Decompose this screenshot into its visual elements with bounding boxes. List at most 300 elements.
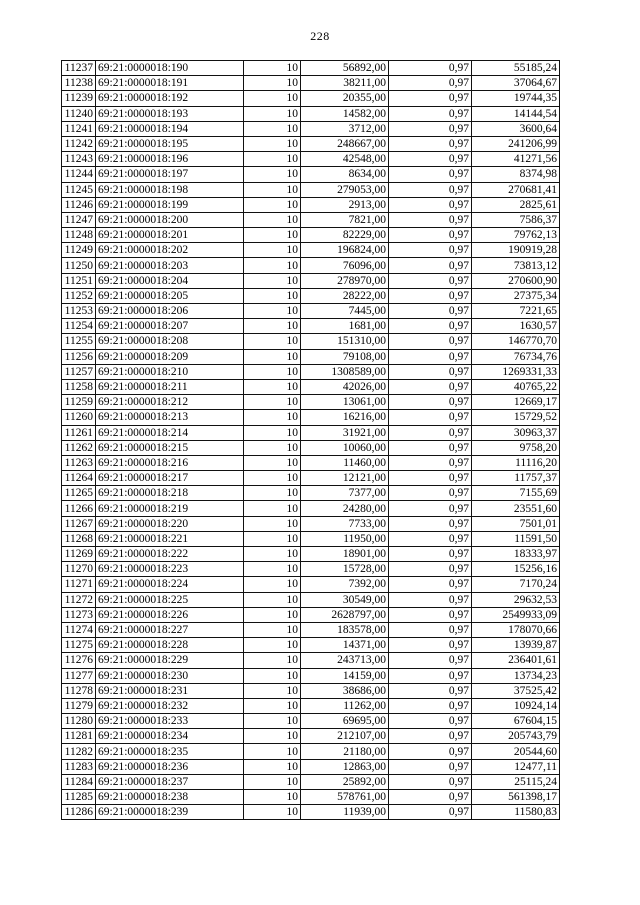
- row-number-cell: 11274: [62, 622, 96, 637]
- coefficient-cell: 0,97: [389, 790, 472, 805]
- row-number-cell: 11283: [62, 759, 96, 774]
- cadastral-number-cell: 69:21:0000018:234: [96, 729, 244, 744]
- area-cell: 56892,00: [301, 61, 389, 76]
- table-row: [62, 622, 560, 637]
- table-row: [62, 592, 560, 607]
- area-cell: 196824,00: [301, 243, 389, 258]
- percent-cell: 10: [244, 455, 301, 470]
- value-cell: 178070,66: [472, 622, 560, 637]
- cadastral-number-cell: 69:21:0000018:206: [96, 304, 244, 319]
- percent-cell: 10: [244, 547, 301, 562]
- area-cell: 38211,00: [301, 76, 389, 91]
- percent-cell: 10: [244, 349, 301, 364]
- percent-cell: 10: [244, 76, 301, 91]
- row-number-cell: 11241: [62, 121, 96, 136]
- row-number-cell: 11260: [62, 410, 96, 425]
- table-row: [62, 744, 560, 759]
- coefficient-cell: 0,97: [389, 212, 472, 227]
- percent-cell: 10: [244, 364, 301, 379]
- cadastral-number-cell: 69:21:0000018:194: [96, 121, 244, 136]
- percent-cell: 10: [244, 334, 301, 349]
- coefficient-cell: 0,97: [389, 106, 472, 121]
- percent-cell: 10: [244, 197, 301, 212]
- value-cell: 270681,41: [472, 182, 560, 197]
- coefficient-cell: 0,97: [389, 228, 472, 243]
- table-row: [62, 607, 560, 622]
- value-cell: 241206,99: [472, 136, 560, 151]
- coefficient-cell: 0,97: [389, 486, 472, 501]
- percent-cell: 10: [244, 228, 301, 243]
- cadastral-number-cell: 69:21:0000018:201: [96, 228, 244, 243]
- row-number-cell: 11282: [62, 744, 96, 759]
- row-number-cell: 11245: [62, 182, 96, 197]
- value-cell: 29632,53: [472, 592, 560, 607]
- percent-cell: 10: [244, 136, 301, 151]
- table-row: [62, 698, 560, 713]
- table-row: [62, 61, 560, 76]
- table-row: [62, 714, 560, 729]
- row-number-cell: 11242: [62, 136, 96, 151]
- cadastral-number-cell: 69:21:0000018:220: [96, 516, 244, 531]
- row-number-cell: 11280: [62, 714, 96, 729]
- area-cell: 79108,00: [301, 349, 389, 364]
- coefficient-cell: 0,97: [389, 258, 472, 273]
- cadastral-number-cell: 69:21:0000018:210: [96, 364, 244, 379]
- percent-cell: 10: [244, 531, 301, 546]
- row-number-cell: 11278: [62, 683, 96, 698]
- row-number-cell: 11286: [62, 805, 96, 820]
- coefficient-cell: 0,97: [389, 121, 472, 136]
- area-cell: 11950,00: [301, 531, 389, 546]
- area-cell: 13061,00: [301, 395, 389, 410]
- table-row: [62, 121, 560, 136]
- area-cell: 12121,00: [301, 471, 389, 486]
- row-number-cell: 11268: [62, 531, 96, 546]
- row-number-cell: 11285: [62, 790, 96, 805]
- table-row: [62, 531, 560, 546]
- coefficient-cell: 0,97: [389, 607, 472, 622]
- value-cell: 19744,35: [472, 91, 560, 106]
- percent-cell: 10: [244, 486, 301, 501]
- cadastral-number-cell: 69:21:0000018:202: [96, 243, 244, 258]
- row-number-cell: 11279: [62, 698, 96, 713]
- percent-cell: 10: [244, 121, 301, 136]
- coefficient-cell: 0,97: [389, 471, 472, 486]
- percent-cell: 10: [244, 668, 301, 683]
- area-cell: 2628797,00: [301, 607, 389, 622]
- cadastral-number-cell: 69:21:0000018:209: [96, 349, 244, 364]
- row-number-cell: 11264: [62, 471, 96, 486]
- value-cell: 12477,11: [472, 759, 560, 774]
- area-cell: 7392,00: [301, 577, 389, 592]
- table-row: [62, 471, 560, 486]
- value-cell: 25115,24: [472, 774, 560, 789]
- row-number-cell: 11276: [62, 653, 96, 668]
- area-cell: 2913,00: [301, 197, 389, 212]
- cadastral-number-cell: 69:21:0000018:195: [96, 136, 244, 151]
- coefficient-cell: 0,97: [389, 531, 472, 546]
- area-cell: 7733,00: [301, 516, 389, 531]
- percent-cell: 10: [244, 440, 301, 455]
- cadastral-number-cell: 69:21:0000018:217: [96, 471, 244, 486]
- percent-cell: 10: [244, 577, 301, 592]
- row-number-cell: 11261: [62, 425, 96, 440]
- value-cell: 11116,20: [472, 455, 560, 470]
- percent-cell: 10: [244, 395, 301, 410]
- coefficient-cell: 0,97: [389, 273, 472, 288]
- row-number-cell: 11269: [62, 547, 96, 562]
- row-number-cell: 11256: [62, 349, 96, 364]
- row-number-cell: 11248: [62, 228, 96, 243]
- coefficient-cell: 0,97: [389, 744, 472, 759]
- row-number-cell: 11239: [62, 91, 96, 106]
- value-cell: 67604,15: [472, 714, 560, 729]
- cadastral-number-cell: 69:21:0000018:228: [96, 638, 244, 653]
- area-cell: 12863,00: [301, 759, 389, 774]
- table-row: [62, 562, 560, 577]
- table-row: [62, 258, 560, 273]
- cadastral-number-cell: 69:21:0000018:216: [96, 455, 244, 470]
- row-number-cell: 11238: [62, 76, 96, 91]
- coefficient-cell: 0,97: [389, 638, 472, 653]
- area-cell: 7821,00: [301, 212, 389, 227]
- table-row: [62, 516, 560, 531]
- value-cell: 9758,20: [472, 440, 560, 455]
- percent-cell: 10: [244, 759, 301, 774]
- table-row: [62, 805, 560, 820]
- value-cell: 146770,70: [472, 334, 560, 349]
- value-cell: 1630,57: [472, 319, 560, 334]
- value-cell: 190919,28: [472, 243, 560, 258]
- row-number-cell: 11237: [62, 61, 96, 76]
- area-cell: 25892,00: [301, 774, 389, 789]
- table-row: [62, 243, 560, 258]
- cadastral-value-table: [61, 60, 560, 820]
- area-cell: 31921,00: [301, 425, 389, 440]
- value-cell: 205743,79: [472, 729, 560, 744]
- table-row: [62, 577, 560, 592]
- area-cell: 1308589,00: [301, 364, 389, 379]
- row-number-cell: 11284: [62, 774, 96, 789]
- coefficient-cell: 0,97: [389, 182, 472, 197]
- percent-cell: 10: [244, 774, 301, 789]
- cadastral-number-cell: 69:21:0000018:204: [96, 273, 244, 288]
- table-row: [62, 288, 560, 303]
- value-cell: 76734,76: [472, 349, 560, 364]
- area-cell: 20355,00: [301, 91, 389, 106]
- coefficient-cell: 0,97: [389, 319, 472, 334]
- area-cell: 15728,00: [301, 562, 389, 577]
- area-cell: 151310,00: [301, 334, 389, 349]
- percent-cell: 10: [244, 714, 301, 729]
- table-row: [62, 334, 560, 349]
- percent-cell: 10: [244, 744, 301, 759]
- value-cell: 7155,69: [472, 486, 560, 501]
- value-cell: 10924,14: [472, 698, 560, 713]
- table-row: [62, 638, 560, 653]
- value-cell: 13939,87: [472, 638, 560, 653]
- table-row: [62, 455, 560, 470]
- area-cell: 42026,00: [301, 379, 389, 394]
- table-row: [62, 668, 560, 683]
- value-cell: 7221,65: [472, 304, 560, 319]
- table-row: [62, 273, 560, 288]
- percent-cell: 10: [244, 243, 301, 258]
- area-cell: 11262,00: [301, 698, 389, 713]
- value-cell: 11580,83: [472, 805, 560, 820]
- value-cell: 1269331,33: [472, 364, 560, 379]
- table-row: [62, 653, 560, 668]
- area-cell: 1681,00: [301, 319, 389, 334]
- percent-cell: 10: [244, 258, 301, 273]
- value-cell: 14144,54: [472, 106, 560, 121]
- coefficient-cell: 0,97: [389, 410, 472, 425]
- area-cell: 248667,00: [301, 136, 389, 151]
- row-number-cell: 11255: [62, 334, 96, 349]
- row-number-cell: 11246: [62, 197, 96, 212]
- percent-cell: 10: [244, 61, 301, 76]
- cadastral-number-cell: 69:21:0000018:213: [96, 410, 244, 425]
- area-cell: 183578,00: [301, 622, 389, 637]
- table-row: [62, 349, 560, 364]
- coefficient-cell: 0,97: [389, 136, 472, 151]
- area-cell: 11460,00: [301, 455, 389, 470]
- area-cell: 3712,00: [301, 121, 389, 136]
- row-number-cell: 11247: [62, 212, 96, 227]
- row-number-cell: 11267: [62, 516, 96, 531]
- percent-cell: 10: [244, 167, 301, 182]
- coefficient-cell: 0,97: [389, 288, 472, 303]
- value-cell: 12669,17: [472, 395, 560, 410]
- coefficient-cell: 0,97: [389, 683, 472, 698]
- cadastral-number-cell: 69:21:0000018:192: [96, 91, 244, 106]
- coefficient-cell: 0,97: [389, 592, 472, 607]
- coefficient-cell: 0,97: [389, 61, 472, 76]
- coefficient-cell: 0,97: [389, 379, 472, 394]
- cadastral-number-cell: 69:21:0000018:237: [96, 774, 244, 789]
- value-cell: 30963,37: [472, 425, 560, 440]
- coefficient-cell: 0,97: [389, 455, 472, 470]
- area-cell: 16216,00: [301, 410, 389, 425]
- cadastral-number-cell: 69:21:0000018:208: [96, 334, 244, 349]
- table-body: [62, 61, 560, 820]
- cadastral-number-cell: 69:21:0000018:205: [96, 288, 244, 303]
- row-number-cell: 11275: [62, 638, 96, 653]
- cadastral-number-cell: 69:21:0000018:230: [96, 668, 244, 683]
- cadastral-number-cell: 69:21:0000018:190: [96, 61, 244, 76]
- coefficient-cell: 0,97: [389, 304, 472, 319]
- value-cell: 13734,23: [472, 668, 560, 683]
- row-number-cell: 11254: [62, 319, 96, 334]
- percent-cell: 10: [244, 304, 301, 319]
- row-number-cell: 11257: [62, 364, 96, 379]
- value-cell: 73813,12: [472, 258, 560, 273]
- coefficient-cell: 0,97: [389, 805, 472, 820]
- table-row: [62, 319, 560, 334]
- cadastral-number-cell: 69:21:0000018:215: [96, 440, 244, 455]
- cadastral-number-cell: 69:21:0000018:238: [96, 790, 244, 805]
- table-row: [62, 486, 560, 501]
- value-cell: 55185,24: [472, 61, 560, 76]
- table-row: [62, 212, 560, 227]
- coefficient-cell: 0,97: [389, 152, 472, 167]
- table-row: [62, 379, 560, 394]
- row-number-cell: 11244: [62, 167, 96, 182]
- row-number-cell: 11251: [62, 273, 96, 288]
- percent-cell: 10: [244, 592, 301, 607]
- cadastral-number-cell: 69:21:0000018:233: [96, 714, 244, 729]
- percent-cell: 10: [244, 379, 301, 394]
- table-row: [62, 395, 560, 410]
- percent-cell: 10: [244, 683, 301, 698]
- coefficient-cell: 0,97: [389, 91, 472, 106]
- value-cell: 2549933,09: [472, 607, 560, 622]
- percent-cell: 10: [244, 638, 301, 653]
- cadastral-number-cell: 69:21:0000018:227: [96, 622, 244, 637]
- table-row: [62, 197, 560, 212]
- cadastral-number-cell: 69:21:0000018:200: [96, 212, 244, 227]
- coefficient-cell: 0,97: [389, 395, 472, 410]
- area-cell: 10060,00: [301, 440, 389, 455]
- area-cell: 82229,00: [301, 228, 389, 243]
- coefficient-cell: 0,97: [389, 76, 472, 91]
- coefficient-cell: 0,97: [389, 759, 472, 774]
- area-cell: 14371,00: [301, 638, 389, 653]
- value-cell: 7501,01: [472, 516, 560, 531]
- percent-cell: 10: [244, 182, 301, 197]
- percent-cell: 10: [244, 501, 301, 516]
- value-cell: 11757,37: [472, 471, 560, 486]
- area-cell: 279053,00: [301, 182, 389, 197]
- area-cell: 8634,00: [301, 167, 389, 182]
- page-number: 228: [310, 29, 330, 43]
- value-cell: 11591,50: [472, 531, 560, 546]
- table-row: [62, 152, 560, 167]
- cadastral-number-cell: 69:21:0000018:223: [96, 562, 244, 577]
- value-cell: 15256,16: [472, 562, 560, 577]
- value-cell: 2825,61: [472, 197, 560, 212]
- table-row: [62, 91, 560, 106]
- row-number-cell: 11250: [62, 258, 96, 273]
- percent-cell: 10: [244, 653, 301, 668]
- area-cell: 7445,00: [301, 304, 389, 319]
- coefficient-cell: 0,97: [389, 334, 472, 349]
- percent-cell: 10: [244, 319, 301, 334]
- area-cell: 14582,00: [301, 106, 389, 121]
- table-row: [62, 167, 560, 182]
- value-cell: 23551,60: [472, 501, 560, 516]
- coefficient-cell: 0,97: [389, 440, 472, 455]
- area-cell: 18901,00: [301, 547, 389, 562]
- percent-cell: 10: [244, 729, 301, 744]
- percent-cell: 10: [244, 471, 301, 486]
- cadastral-number-cell: 69:21:0000018:239: [96, 805, 244, 820]
- row-number-cell: 11265: [62, 486, 96, 501]
- area-cell: 69695,00: [301, 714, 389, 729]
- cadastral-number-cell: 69:21:0000018:226: [96, 607, 244, 622]
- row-number-cell: 11243: [62, 152, 96, 167]
- value-cell: 37064,67: [472, 76, 560, 91]
- area-cell: 24280,00: [301, 501, 389, 516]
- table-row: [62, 683, 560, 698]
- table-row: [62, 440, 560, 455]
- value-cell: 7586,37: [472, 212, 560, 227]
- coefficient-cell: 0,97: [389, 349, 472, 364]
- percent-cell: 10: [244, 212, 301, 227]
- table-row: [62, 364, 560, 379]
- row-number-cell: 11281: [62, 729, 96, 744]
- row-number-cell: 11270: [62, 562, 96, 577]
- percent-cell: 10: [244, 106, 301, 121]
- cadastral-number-cell: 69:21:0000018:197: [96, 167, 244, 182]
- area-cell: 212107,00: [301, 729, 389, 744]
- table-row: [62, 729, 560, 744]
- percent-cell: 10: [244, 698, 301, 713]
- cadastral-number-cell: 69:21:0000018:218: [96, 486, 244, 501]
- percent-cell: 10: [244, 91, 301, 106]
- cadastral-number-cell: 69:21:0000018:196: [96, 152, 244, 167]
- table-row: [62, 790, 560, 805]
- coefficient-cell: 0,97: [389, 364, 472, 379]
- area-cell: 38686,00: [301, 683, 389, 698]
- row-number-cell: 11253: [62, 304, 96, 319]
- cadastral-number-cell: 69:21:0000018:191: [96, 76, 244, 91]
- cadastral-number-cell: 69:21:0000018:232: [96, 698, 244, 713]
- percent-cell: 10: [244, 805, 301, 820]
- cadastral-number-cell: 69:21:0000018:211: [96, 379, 244, 394]
- coefficient-cell: 0,97: [389, 577, 472, 592]
- table-row: [62, 182, 560, 197]
- percent-cell: 10: [244, 288, 301, 303]
- coefficient-cell: 0,97: [389, 668, 472, 683]
- value-cell: 18333,97: [472, 547, 560, 562]
- percent-cell: 10: [244, 622, 301, 637]
- area-cell: 28222,00: [301, 288, 389, 303]
- coefficient-cell: 0,97: [389, 774, 472, 789]
- cadastral-number-cell: 69:21:0000018:219: [96, 501, 244, 516]
- percent-cell: 10: [244, 425, 301, 440]
- coefficient-cell: 0,97: [389, 243, 472, 258]
- row-number-cell: 11277: [62, 668, 96, 683]
- area-cell: 30549,00: [301, 592, 389, 607]
- value-cell: 7170,24: [472, 577, 560, 592]
- value-cell: 40765,22: [472, 379, 560, 394]
- table-row: [62, 759, 560, 774]
- area-cell: 21180,00: [301, 744, 389, 759]
- table-row: [62, 547, 560, 562]
- cadastral-number-cell: 69:21:0000018:212: [96, 395, 244, 410]
- area-cell: 578761,00: [301, 790, 389, 805]
- coefficient-cell: 0,97: [389, 622, 472, 637]
- coefficient-cell: 0,97: [389, 547, 472, 562]
- percent-cell: 10: [244, 273, 301, 288]
- value-cell: 236401,61: [472, 653, 560, 668]
- coefficient-cell: 0,97: [389, 501, 472, 516]
- row-number-cell: 11272: [62, 592, 96, 607]
- value-cell: 270600,90: [472, 273, 560, 288]
- coefficient-cell: 0,97: [389, 698, 472, 713]
- table-row: [62, 304, 560, 319]
- coefficient-cell: 0,97: [389, 167, 472, 182]
- row-number-cell: 11258: [62, 379, 96, 394]
- cadastral-number-cell: 69:21:0000018:235: [96, 744, 244, 759]
- row-number-cell: 11273: [62, 607, 96, 622]
- value-cell: 27375,34: [472, 288, 560, 303]
- coefficient-cell: 0,97: [389, 653, 472, 668]
- table-row: [62, 410, 560, 425]
- row-number-cell: 11240: [62, 106, 96, 121]
- cadastral-number-cell: 69:21:0000018:207: [96, 319, 244, 334]
